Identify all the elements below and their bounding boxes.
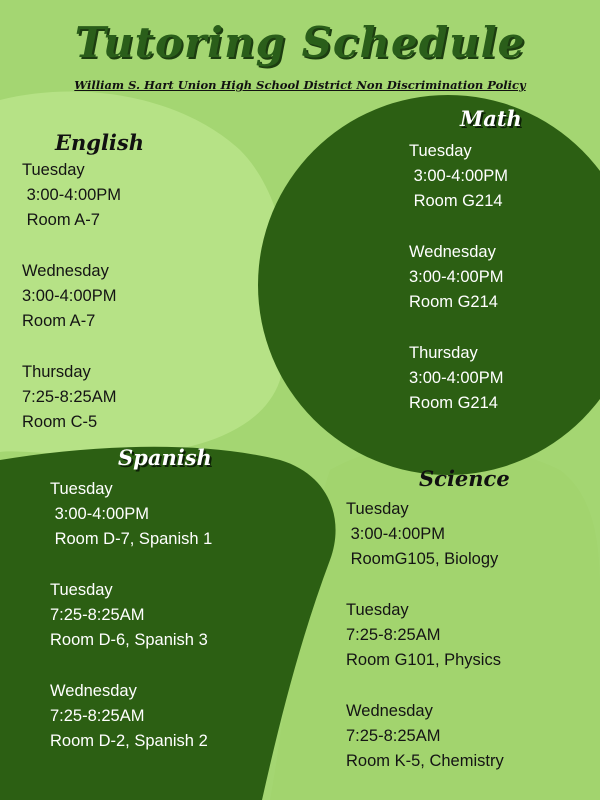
session-time: 3:00-4:00PM <box>22 186 122 204</box>
session-time: 3:00-4:00PM <box>409 268 504 286</box>
math-sessions <box>409 139 508 442</box>
science-heading: Science <box>419 466 510 491</box>
session-time: 3:00-4:00PM <box>409 167 509 185</box>
policy-link[interactable]: William S. Hart Union High School District Non Discrimination Policy <box>74 78 526 92</box>
math-session <box>409 139 508 214</box>
spanish-heading: Spanish <box>118 445 212 470</box>
session-room: Room G214 <box>409 394 498 412</box>
session-day: Thursday <box>409 344 478 362</box>
session-room: Room G214 <box>409 192 503 210</box>
english-sessions <box>22 158 121 461</box>
session-time: 7:25-8:25AM <box>50 606 145 624</box>
session-room: Room D-6, Spanish 3 <box>50 631 208 649</box>
session-room: RoomG105, Biology <box>346 550 499 568</box>
page-title: Tutoring Schedule <box>74 18 526 67</box>
science-sessions <box>346 497 504 800</box>
session-day: Wednesday <box>346 702 433 720</box>
session-room: Room G214 <box>409 293 498 311</box>
session-day: Tuesday <box>22 161 85 179</box>
spanish-session <box>50 679 212 754</box>
spanish-session <box>50 578 212 653</box>
session-time: 7:25-8:25AM <box>22 388 117 406</box>
session-time: 3:00-4:00PM <box>346 525 446 543</box>
session-day: Tuesday <box>50 581 113 599</box>
english-session <box>22 158 121 233</box>
session-room: Room C-5 <box>22 413 98 431</box>
session-day: Tuesday <box>50 480 113 498</box>
session-room: Room K-5, Chemistry <box>346 752 504 770</box>
session-room: Room A-7 <box>22 211 100 229</box>
english-session <box>22 360 121 435</box>
session-day: Tuesday <box>409 142 472 160</box>
english-session <box>22 259 121 334</box>
session-time: 3:00-4:00PM <box>409 369 504 387</box>
session-day: Tuesday <box>346 601 409 619</box>
session-time: 7:25-8:25AM <box>50 707 145 725</box>
session-day: Thursday <box>22 363 91 381</box>
spanish-sessions <box>50 477 212 780</box>
science-session <box>346 699 504 774</box>
session-day: Wednesday <box>22 262 109 280</box>
science-session <box>346 598 504 673</box>
session-time: 3:00-4:00PM <box>22 287 117 305</box>
session-day: Wednesday <box>50 682 137 700</box>
math-session <box>409 341 508 416</box>
session-room: Room D-2, Spanish 2 <box>50 732 208 750</box>
session-time: 7:25-8:25AM <box>346 727 441 745</box>
session-day: Tuesday <box>346 500 409 518</box>
session-time: 3:00-4:00PM <box>50 505 150 523</box>
session-room: Room A-7 <box>22 312 96 330</box>
session-room: Room D-7, Spanish 1 <box>50 530 213 548</box>
math-session <box>409 240 508 315</box>
science-session <box>346 497 504 572</box>
session-time: 7:25-8:25AM <box>346 626 441 644</box>
math-heading: Math <box>460 106 522 131</box>
session-day: Wednesday <box>409 243 496 261</box>
english-heading: English <box>55 130 145 155</box>
session-room: Room G101, Physics <box>346 651 501 669</box>
spanish-session <box>50 477 212 552</box>
